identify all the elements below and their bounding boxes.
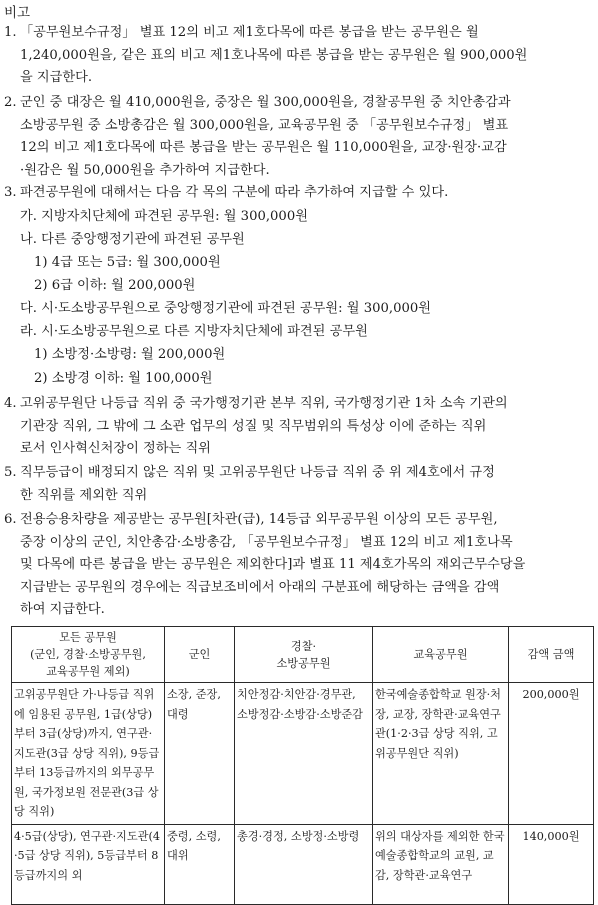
subitem-ra-2: 2) 소방경 이하: 월 100,000원	[34, 371, 213, 386]
item-line: 12의 비고 제1호다목에 따른 봉급을 받는 공무원은 월 110,000원을, 교장·원장·교감	[20, 140, 507, 155]
item-line: ·원감은 월 50,000원을 추가하여 지급한다.	[20, 162, 270, 178]
table-cell: 총경·경정, 소방정·소방령	[235, 824, 373, 904]
table-row	[12, 824, 594, 904]
note-item-3	[4, 182, 596, 205]
table-cell: 4·5급(상당), 연구관·지도관(4·5급 상당 직위), 5등급부터 8등급까지의 외	[12, 824, 165, 904]
item-line: 소방공무원 중 소방총감은 월 300,000원을, 교육공무원 중 「공무원보수규정」 별표	[20, 117, 509, 133]
table-cell: 위의 대상자를 제외한 한국예술종합학교의 교원, 교감, 장학관·교육연구	[373, 824, 509, 904]
item-line: 한 직위를 제외한 직위	[20, 487, 148, 503]
table-cell: 치안정감·치안감·경무관, 소방정감·소방감·소방준감	[235, 683, 373, 825]
item-line: 하여 지급한다.	[20, 602, 105, 617]
item-line: 로서 인사혁신처장이 정하는 직위	[20, 441, 211, 456]
item-line: 전용승용차량을 제공받는 공무원[차관(급), 14등급 외무공무원 이상의 모든 공무원,	[20, 512, 498, 527]
table-cell: 고위공무원단 가·나등급 직위에 임용된 공무원, 1급(상당)부터 3급(상당)까지, 연구관·지도관(3급 상당 직위), 9등급부터 13등급까지의 외무공무원, 국가정보원 전문관(3급 상당 직위)	[12, 683, 165, 825]
table-cell: 한국예술종합학교 원장·처장, 교장, 장학관·교육연구관(1·2·3급 상당 직위, 고위공무원단 직위)	[373, 683, 509, 825]
item-line: 고위공무원단 나등급 직위 중 국가행정기관 본부 직위, 국가행정기관 1차 소속 기관의	[20, 396, 508, 411]
header-all-officials: 모든 공무원 (군인, 경찰·소방공무원, 교육공무원 제외)	[12, 627, 165, 683]
item-number: 3.	[4, 185, 17, 200]
item-line: 「공무원보수규정」 별표 12의 비고 제1호다목에 따른 봉급을 받는 공무원은 월	[20, 25, 479, 40]
subitem-na-2: 2) 6급 이하: 월 200,000원	[34, 278, 196, 293]
item-number: 6.	[4, 512, 17, 527]
item-line: 중장 이상의 군인, 치안총감·소방총감, 「공무원보수규정」 별표 12의 비고 제1호나목	[20, 534, 513, 550]
item-line: 및 다목에 따른 봉급을 받는 공무원은 제외한다]과 별표 11 제4호가목의 재외근무수당을	[20, 557, 526, 572]
item-line: 직무등급이 배정되지 않은 직위 및 고위공무원단 나등급 직위 중 위 제4호에서 규정	[20, 465, 495, 480]
note-item-6	[4, 509, 596, 622]
item-number: 5.	[4, 465, 17, 480]
item-line: 1,240,000원을, 같은 표의 비고 제1호나목에 따른 봉급을 받는 공무원은 월 900,000원	[20, 47, 528, 63]
note-item-1	[4, 22, 596, 90]
item-number: 2.	[4, 95, 17, 110]
table-cell: 소장, 준장, 대령	[165, 683, 235, 825]
deduction-amount: 140,000원	[509, 824, 594, 904]
header-education: 교육공무원	[373, 627, 509, 683]
note-item-2	[4, 92, 596, 182]
item-line: 기관장 직위, 그 밖에 그 소관 업무의 성질 및 직무범위의 특성상 이에 준하는 직위	[20, 418, 487, 434]
subitem-ra: 라. 시·도소방공무원으로 다른 지방자치단체에 파견된 공무원	[20, 324, 368, 339]
header-deduction-amount: 감액 금액	[509, 627, 594, 683]
item-number: 1.	[4, 25, 17, 40]
table-row	[12, 683, 594, 825]
subitem-na-1: 1) 4급 또는 5급: 월 300,000원	[34, 255, 221, 270]
subitem-na: 나. 다른 중앙행정기관에 파견된 공무원	[20, 232, 245, 247]
subitem-ga: 가. 지방자치단체에 파견된 공무원: 월 300,000원	[20, 209, 308, 224]
header-police-fire: 경찰· 소방공무원	[235, 627, 373, 683]
section-heading: 비고	[4, 5, 31, 21]
item-line: 을 지급한다.	[20, 70, 93, 85]
subitem-da: 다. 시·도소방공무원으로 중앙행정기관에 파견된 공무원: 월 300,000원	[20, 301, 431, 316]
item-line: 파견공무원에 대해서는 다음 각 목의 구분에 따라 추가하여 지급할 수 있다.	[20, 185, 449, 200]
table-cell: 중령, 소령, 대위	[165, 824, 235, 904]
note-item-5	[4, 462, 596, 507]
deduction-amount: 200,000원	[509, 683, 594, 825]
deduction-table	[11, 626, 594, 905]
item-line: 군인 중 대장은 월 410,000원을, 중장은 월 300,000원을, 경찰공무원 중 치안총감과	[20, 95, 511, 110]
note-item-4	[4, 393, 596, 461]
header-military: 군인	[165, 627, 235, 683]
item-number: 4.	[4, 396, 17, 411]
subitem-ra-1: 1) 소방정·소방령: 월 200,000원	[34, 347, 226, 362]
table-header-row	[12, 627, 594, 683]
item-line: 지급받는 공무원의 경우에는 직급보조비에서 아래의 구분표에 해당하는 금액을 감액	[20, 579, 500, 595]
